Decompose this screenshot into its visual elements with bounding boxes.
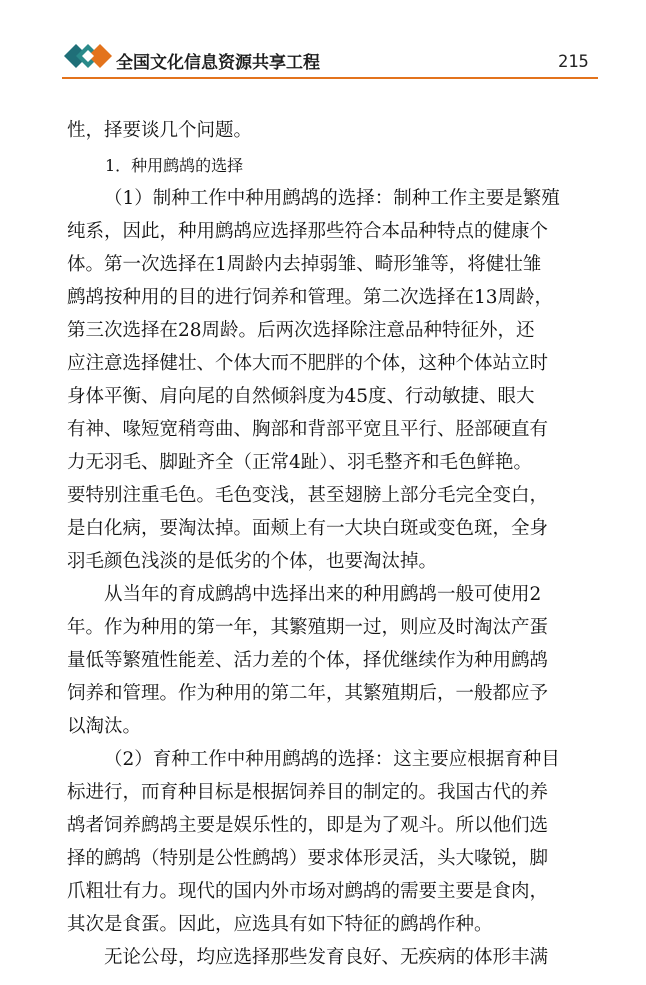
page-number: 215 <box>558 52 589 72</box>
text-line: 爪粗壮有力。现代的国内外市场对鹧鸪的需要主要是食肉， <box>67 881 549 902</box>
text-line: 其次是食蛋。因此，应选具有如下特征的鹧鸪作种。 <box>67 914 493 935</box>
header-divider <box>62 77 598 79</box>
text-line: 要特别注重毛色。毛色变浅，甚至翅膀上部分毛完全变白， <box>67 485 549 506</box>
text-line: 标进行，而育种目标是根据饲养目的制定的。我国古代的养 <box>67 782 549 803</box>
text-line: 应注意选择健壮、个体大而不肥胖的个体，这种个体站立时 <box>67 353 549 374</box>
text-line: 羽毛颜色浅淡的是低劣的个体，也要淘汰掉。 <box>67 551 438 572</box>
text-line: 身体平衡、肩向尾的自然倾斜度为45度、行动敏捷、眼大 <box>67 386 535 407</box>
section-heading: 1．种用鹧鸪的选择 <box>105 156 244 175</box>
text-line: 以淘汰。 <box>67 716 142 737</box>
text-line: 体。第一次选择在1周龄内去掉弱雏、畸形雏等，将健壮雏 <box>67 254 542 275</box>
text-line: 无论公母，均应选择那些发育良好、无疾病的体形丰满 <box>104 947 549 968</box>
text-line: 从当年的育成鹧鸪中选择出来的种用鹧鸪一般可使用2 <box>104 584 542 605</box>
text-line: 第三次选择在28周龄。后两次选择除注意品种特征外，还 <box>67 320 535 341</box>
text-line: 纯系，因此，种用鹧鸪应选择那些符合本品种特点的健康个 <box>67 221 549 242</box>
header-title: 全国文化信息资源共享工程 <box>116 53 320 73</box>
text-line: 饲养和管理。作为种用的第二年，其繁殖期后，一般都应予 <box>67 683 549 704</box>
text-line: 择的鹧鸪（特别是公性鹧鸪）要求体形灵活，头大喙锐，脚 <box>67 848 549 869</box>
text-line: 有神、喙短宽稍弯曲、胸部和背部平宽且平行、胫部硬直有 <box>67 419 549 440</box>
text-line: 鹧鸪按种用的目的进行饲养和管理。第二次选择在13周龄， <box>67 287 554 308</box>
text-line: 是白化病，要淘汰掉。面颊上有一大块白斑或变色斑，全身 <box>67 518 549 539</box>
logo-icon <box>62 41 114 71</box>
text-line: 力无羽毛、脚趾齐全（正常4趾）、羽毛整齐和毛色鲜艳。 <box>67 452 533 473</box>
text-line: （2）育种工作中种用鹧鸪的选择：这主要应根据育种目 <box>104 749 560 770</box>
text-line: 量低等繁殖性能差、活力差的个体，择优继续作为种用鹧鸪 <box>67 650 549 671</box>
text-line: （1）制种工作中种用鹧鸪的选择：制种工作主要是繁殖 <box>104 188 560 209</box>
text-line: 鸪者饲养鹧鸪主要是娱乐性的，即是为了观斗。所以他们选 <box>67 815 549 836</box>
page-header <box>0 0 646 82</box>
text-line: 性，择要谈几个问题。 <box>67 120 253 141</box>
text-line: 年。作为种用的第一年，其繁殖期一过，则应及时淘汰产蛋 <box>67 617 549 638</box>
